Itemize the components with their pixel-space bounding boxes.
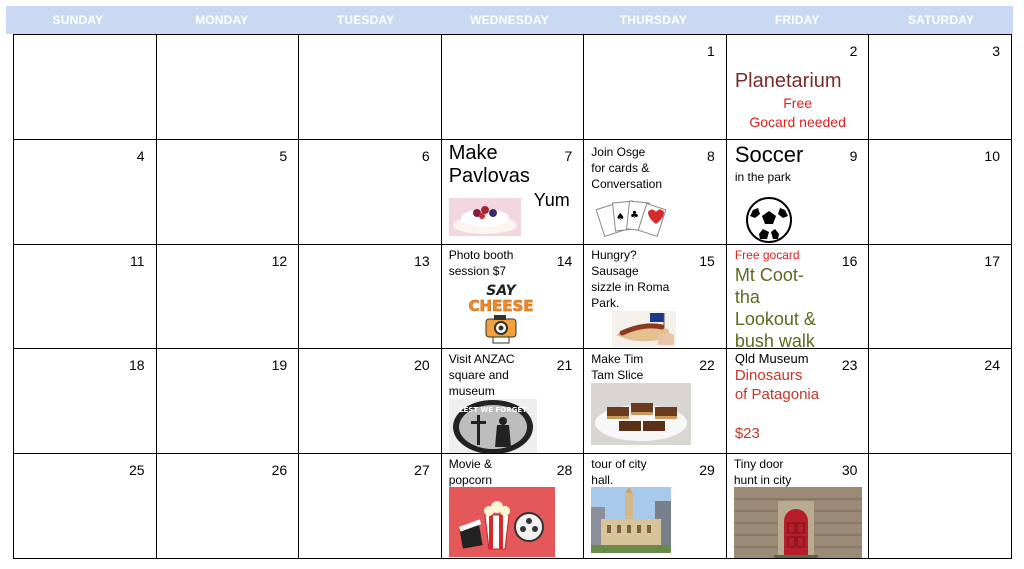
- svg-text:♠: ♠: [616, 211, 626, 223]
- day-cell-empty: [442, 35, 585, 140]
- day-cell-9[interactable]: [727, 140, 870, 245]
- coottha-line2: tha: [734, 286, 760, 307]
- movie-event: [449, 456, 492, 488]
- header-sunday: SUNDAY: [52, 13, 104, 27]
- day-number: 17: [984, 252, 1000, 269]
- day-number: 21: [556, 357, 573, 374]
- svg-text:♣: ♣: [630, 209, 640, 221]
- day-number: 10: [984, 147, 1000, 164]
- header-friday: FRIDAY: [774, 13, 820, 27]
- anzac-event: [449, 351, 515, 399]
- museum-line3: of Patagonia: [734, 386, 820, 404]
- cards-line1: Join Osge: [591, 144, 646, 159]
- day-number: 30: [841, 462, 858, 479]
- header-monday: MONDAY: [195, 13, 249, 27]
- photo-booth-event: [449, 247, 514, 279]
- svg-text:LEST WE FORGET: LEST WE FORGET: [458, 406, 527, 415]
- tinydoor-line2: hunt in city: [733, 473, 792, 488]
- day-cell-15[interactable]: [584, 245, 727, 350]
- coottha-line1: Mt Coot-: [734, 264, 804, 285]
- day-number: 28: [556, 462, 573, 479]
- day-cell-2[interactable]: [727, 35, 870, 140]
- day-cell-7[interactable]: [442, 140, 585, 245]
- day-number: 18: [128, 357, 145, 374]
- cityhall-line2: hall.: [591, 473, 614, 488]
- anzac-line2: square and: [448, 368, 509, 383]
- day-number: 25: [128, 462, 145, 479]
- tinydoor-line1: Tiny door: [733, 457, 784, 472]
- pavlova-image: [449, 198, 521, 236]
- day-cell-18[interactable]: [14, 349, 157, 454]
- anzac-line1: Visit ANZAC: [448, 352, 515, 367]
- movie-line2: popcorn: [448, 473, 493, 488]
- museum-price: $23: [734, 425, 760, 443]
- coottha-free: Free gocard: [734, 247, 800, 262]
- sausage-line1: Hungry?: [591, 247, 637, 262]
- sausage-sizzle-image: [612, 311, 676, 347]
- day-cell-20[interactable]: [299, 349, 442, 454]
- svg-text:SAY: SAY: [485, 282, 516, 299]
- tiny-door-event: [734, 456, 791, 488]
- sausage-sizzle-event: [591, 247, 669, 311]
- day-cell-5[interactable]: [157, 140, 300, 245]
- timtam-event: [591, 351, 643, 383]
- day-cell-empty: [869, 454, 1012, 559]
- movie-popcorn-image: [449, 487, 555, 557]
- day-number: 24: [984, 357, 1000, 374]
- coottha-line4: bush walk: [734, 330, 815, 350]
- cards-event: [591, 144, 662, 192]
- day-number: 23: [841, 357, 858, 374]
- day-cell-21[interactable]: [442, 349, 585, 454]
- soccer-title: Soccer: [734, 141, 804, 167]
- day-cell-27[interactable]: [299, 454, 442, 559]
- day-number: 19: [271, 357, 288, 374]
- day-cell-24[interactable]: [869, 349, 1012, 454]
- day-cell-6[interactable]: [299, 140, 442, 245]
- day-cell-empty: [157, 35, 300, 140]
- cards-line3: Conversation: [591, 176, 662, 191]
- pavlova-line2: Pavlovas: [448, 164, 530, 187]
- day-cell-empty: [299, 35, 442, 140]
- day-number: 3: [992, 43, 1000, 59]
- planetarium-gocard: Gocard needed: [749, 114, 846, 130]
- day-number: 4: [136, 147, 145, 164]
- day-number: 1: [707, 43, 715, 59]
- museum-line1: Qld Museum: [734, 351, 809, 367]
- day-cell-16[interactable]: [727, 245, 870, 350]
- tim-tam-slice-image: [591, 383, 691, 445]
- planetarium-free: Free: [783, 95, 813, 111]
- photo-line1: Photo booth: [448, 247, 514, 262]
- timtam-line1: Make Tim: [591, 352, 644, 367]
- day-cell-10[interactable]: [869, 140, 1012, 245]
- day-cell-23[interactable]: [727, 349, 870, 454]
- day-cell-22[interactable]: [584, 349, 727, 454]
- day-cell-13[interactable]: [299, 245, 442, 350]
- day-number: 8: [707, 147, 715, 164]
- museum-line2: Dinosaurs: [734, 367, 803, 385]
- playing-cards-image: [596, 198, 672, 238]
- day-cell-empty: [14, 35, 157, 140]
- day-cell-30[interactable]: [727, 454, 870, 559]
- day-cell-26[interactable]: [157, 454, 300, 559]
- day-number: 11: [130, 252, 145, 269]
- day-number: 13: [414, 252, 430, 269]
- coottha-event: [735, 264, 816, 350]
- header-thursday: THURSDAY: [619, 13, 687, 27]
- planetarium-title: Planetarium: [734, 70, 842, 92]
- calendar-grid: [13, 34, 1012, 559]
- svg-text:CHEESE: CHEESE: [468, 296, 534, 315]
- say-cheese-image: [456, 281, 546, 345]
- day-cell-1[interactable]: [584, 35, 727, 140]
- day-number: 14: [556, 252, 573, 269]
- weekday-header: [6, 6, 1013, 34]
- day-number: 26: [271, 462, 288, 479]
- day-number: 20: [414, 357, 430, 374]
- day-cell-12[interactable]: [157, 245, 300, 350]
- day-cell-19[interactable]: [157, 349, 300, 454]
- day-cell-17[interactable]: [869, 245, 1012, 350]
- day-number: 15: [699, 252, 715, 269]
- anzac-line3: museum: [448, 384, 495, 399]
- sausage-line2: Sausage: [591, 263, 639, 278]
- day-cell-28[interactable]: [442, 454, 585, 559]
- photo-line2: session $7: [448, 263, 507, 278]
- day-cell-25[interactable]: [14, 454, 157, 559]
- day-cell-14[interactable]: [442, 245, 585, 350]
- city-hall-image: [591, 487, 671, 553]
- day-number: 22: [699, 357, 715, 374]
- tiny-door-image: [734, 487, 862, 559]
- soccer-ball-image: [745, 196, 793, 244]
- day-cell-29[interactable]: [584, 454, 727, 559]
- day-number: 12: [271, 252, 288, 269]
- coottha-line3: Lookout &: [734, 308, 816, 329]
- day-number: 27: [414, 462, 430, 479]
- pavlova-event: [449, 142, 530, 188]
- day-number: 9: [849, 147, 858, 164]
- cards-line2: for cards &: [591, 160, 650, 175]
- movie-line1: Movie &: [448, 457, 493, 472]
- day-cell-4[interactable]: [14, 140, 157, 245]
- header-wednesday: WEDNESDAY: [470, 13, 549, 27]
- sausage-line3: sizzle in Roma: [591, 279, 670, 294]
- header-tuesday: TUESDAY: [336, 13, 395, 27]
- day-cell-8[interactable]: [584, 140, 727, 245]
- timtam-line2: Tam Slice: [591, 368, 644, 383]
- pavlova-line1: Make: [448, 141, 498, 164]
- lest-we-forget-image: [449, 399, 537, 454]
- header-saturday: SATURDAY: [907, 13, 975, 27]
- day-number: 2: [849, 43, 858, 59]
- sausage-line4: Park.: [591, 295, 620, 310]
- day-number: 6: [421, 147, 430, 164]
- city-hall-event: [591, 456, 646, 488]
- day-number: 29: [699, 462, 715, 479]
- day-cell-11[interactable]: [14, 245, 157, 350]
- soccer-sub: in the park: [734, 169, 791, 184]
- day-number: 16: [841, 252, 858, 269]
- cityhall-line1: tour of city: [591, 457, 647, 472]
- pavlova-yum: Yum: [533, 189, 570, 210]
- day-number: 5: [279, 147, 288, 164]
- day-number: 7: [564, 147, 573, 164]
- day-cell-3[interactable]: [869, 35, 1012, 140]
